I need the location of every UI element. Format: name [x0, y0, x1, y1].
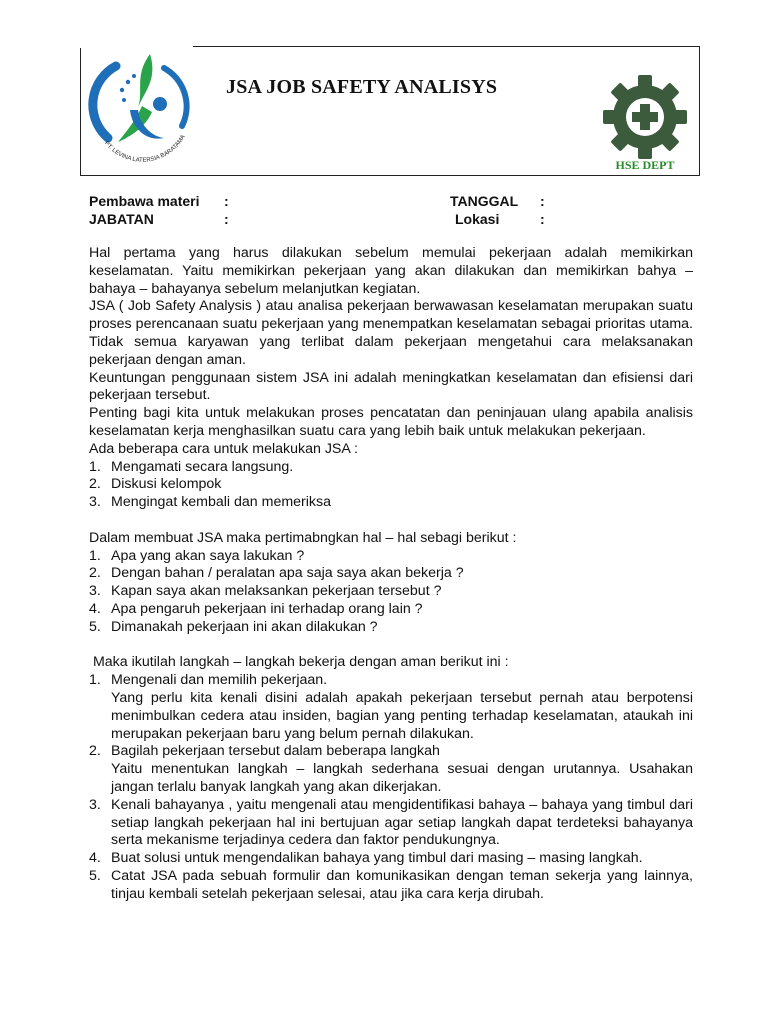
position-label: JABATAN — [89, 211, 154, 227]
list-item: 5. Catat JSA pada sebuah formulir dan komunikasikan dengan teman sekerja yang lainnya, tinjau kembali setelah pekerjaan selesai, atau jika cara kerja dirubah. — [89, 867, 693, 902]
position-colon: : — [224, 211, 229, 227]
intro-paragraph: Keuntungan penggunaan sistem JSA ini adalah meningkatkan keselamatan dan efisiensi dari pekerjaan tersebut. — [89, 369, 693, 404]
list-item: 1. Apa yang akan saya lakukan ? — [89, 547, 305, 564]
presenter-colon: : — [224, 193, 229, 209]
methods-list — [89, 459, 693, 512]
steps-list — [89, 672, 693, 903]
list-item: 1. Mengamati secara langsung. — [89, 458, 294, 475]
methods-intro: Ada beberapa cara untuk melakukan JSA : — [89, 440, 358, 457]
list-item: 2. Dengan bahan / peralatan apa saja saya akan bekerja ? — [89, 565, 464, 582]
location-colon: : — [540, 211, 545, 227]
list-item: 3. Mengingat kembali dan memeriksa — [89, 494, 332, 511]
presenter-label: Pembawa materi — [89, 193, 200, 209]
steps-intro: Maka ikutilah langkah – langkah bekerja dengan aman berikut ini : — [89, 654, 509, 671]
date-label: TANGGAL — [450, 193, 519, 209]
list-item: 2. Bagilah pekerjaan tersebut dalam beberapa langkah Yaitu menentukan langkah – langkah sederhana sesuai dengan urutannya. Usahakan jangan terlalu banyak langkah yang akan dikerjakan. — [89, 743, 693, 795]
svg-text:PT. LEVINA LATERSIA BARATAMA — [103, 134, 187, 164]
list-item: 2. Diskusi kelompok — [89, 476, 222, 493]
company-logo — [86, 46, 196, 166]
considerations-intro: Dalam membuat JSA maka pertimabngkan hal – hal sebagi berikut : — [89, 529, 517, 546]
list-item: 3. Kapan saya akan melaksankan pekerjaan tersebut ? — [89, 583, 442, 600]
location-label: Lokasi — [455, 211, 500, 227]
document-body — [89, 245, 693, 903]
list-item: 3. Kenali bahayanya , yaitu mengenali atau mengidentifikasi bahaya – bahaya yang timbul dari setiap langkah pekerjaan hal ini bertujuan agar setiap langkah dapat terdeteksi bahayanya serta mekanisme terjadinya cedera dan faktor pendukungnya. — [89, 796, 693, 849]
list-item: 5. Dimanakah pekerjaan ini akan dilakukan ? — [89, 618, 378, 635]
list-item: 4. Buat solusi untuk mengendalikan bahaya yang timbul dari masing – masing langkah. — [89, 850, 643, 867]
hse-dept-label: HSE DEPT — [615, 158, 675, 172]
intro-paragraph: Penting bagi kita untuk melakukan proses pencatatan dan peninjauan ulang apabila analisis keselamatan kerja menghasilkan suatu cara yang lebih baik untuk melakukan pekerjaan. — [89, 405, 693, 439]
intro-paragraph: JSA ( Job Safety Analysis ) atau analisa pekerjaan berwawasan keselamatan merupakan suatu proses perencanaan suatu pekerjaan yang menempatkan keselamatan sebagai prioritas utama. Tidak semua karyawan yang terlibat dalam pekerjaan mengetahui cara melaksanakan pekerjaan dengan aman. — [89, 298, 693, 368]
company-logo-icon — [86, 46, 196, 166]
hse-gear-icon — [600, 72, 690, 162]
page-title: JSA JOB SAFETY ANALISYS — [226, 76, 498, 98]
list-item: 1. Mengenali dan memilih pekerjaan. Yang perlu kita kenali disini adalah apakah pekerjaan tersebut pernah atau berpotensi menimbulkan cedera atau insiden, bagian yang penting terhadap keselamatan, ataukah ini merupakan pekerjaan baru yang belum pernah dilakukan. — [89, 672, 693, 742]
company-logo-text: PT. LEVINA LATERSIA BARATAMA — [103, 134, 187, 164]
date-colon: : — [540, 193, 545, 209]
intro-paragraph: Hal pertama yang harus dilakukan sebelum memulai pekerjaan adalah memikirkan keselamatan. Yaitu memikirkan pekerjaan yang akan dilakukan dan memikirkan bahya – bahaya – bahayanya sebelum melanjutkan kegiatan. — [89, 245, 693, 297]
list-item: 4. Apa pengaruh pekerjaan ini terhadap orang lain ? — [89, 600, 423, 617]
considerations-list — [89, 548, 693, 637]
